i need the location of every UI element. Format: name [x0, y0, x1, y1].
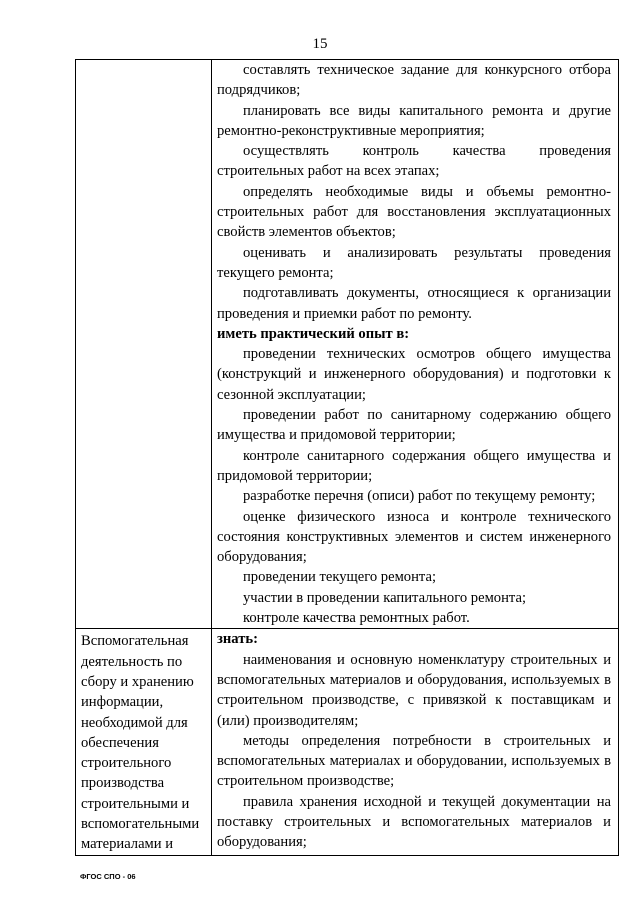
activity-line: необходимой для [81, 714, 188, 731]
experience-paragraph: оценке физического износа и контроле технического состояния конструктивных элементов и систем инженерного оборудования; [217, 508, 611, 566]
activity-line: вспомогательными [81, 815, 200, 832]
activity-line: сбору и хранению [81, 673, 194, 690]
activity-line: материалами и [81, 836, 174, 853]
experience-paragraph: контроле качества ремонтных работ. [243, 610, 470, 627]
standard-table [75, 59, 619, 856]
activity-line: деятельность по [81, 653, 183, 670]
activity-line: Вспомогательная [81, 633, 189, 650]
experience-paragraph: контроле санитарного содержания общего имущества и придомовой территории; [217, 447, 611, 484]
experience-paragraph: участии в проведении капитального ремонта; [243, 589, 527, 606]
experience-paragraph: проведении технических осмотров общего имущества (конструкций и инженерного оборудования) и подготовки к сезонной эксплуатации; [217, 346, 611, 403]
section-heading: знать: [217, 631, 258, 648]
page-number: 15 [312, 36, 328, 52]
table-row [76, 629, 619, 855]
requirements-cell [212, 60, 619, 629]
skill-paragraph: подготавливать документы, относящиеся к организации проведения и приемки работ по ремонту. [217, 285, 611, 322]
knowledge-paragraph: правила хранения исходной и текущей документации на поставку строительных и вспомогательных материалов и оборудования; [217, 793, 611, 851]
activity-line: информации, [81, 694, 164, 711]
table-row [76, 60, 619, 629]
skill-paragraph: составлять техническое задание для конкурсного отбора подрядчиков; [217, 62, 611, 99]
footer-code: ФГОС СПО - 06 [80, 872, 136, 881]
activity-cell-empty [76, 60, 212, 629]
section-heading: иметь практический опыт в: [217, 325, 410, 342]
knowledge-paragraph: наименования и основную номенклатуру строительных и вспомогательных материалов и оборудования, используемых в строительном производстве, с привязкой к поставщикам и (или) производителям; [217, 651, 611, 729]
skill-paragraph: планировать все виды капитального ремонта и другие ремонтно-реконструктивные мероприятия; [217, 102, 611, 139]
activity-cell [76, 629, 212, 855]
activity-line: строительного [81, 755, 172, 772]
knowledge-cell [212, 629, 619, 855]
knowledge-paragraph: методы определения потребности в строительных и вспомогательных материалах и оборудовании, используемых в строительном производстве; [217, 732, 611, 790]
skill-paragraph: осуществлять контроль качества проведения строительных работ на всех этапах; [217, 143, 611, 180]
requirements-text [212, 60, 618, 628]
activity-line: производства [81, 775, 165, 792]
skill-paragraph: оценивать и анализировать результаты проведения текущего ремонта; [217, 244, 611, 281]
activity-name [76, 629, 211, 854]
knowledge-text [212, 629, 618, 852]
activity-line: строительными и [81, 795, 190, 812]
activity-line: обеспечения [81, 734, 159, 751]
experience-paragraph: проведении текущего ремонта; [243, 569, 436, 586]
skill-paragraph: определять необходимые виды и объемы ремонтно-строительных работ для восстановления эксплуатационных свойств элементов объектов; [217, 183, 611, 241]
experience-paragraph: проведении работ по санитарному содержанию общего имущества и придомовой территории; [217, 407, 611, 444]
experience-paragraph: разработке перечня (описи) работ по текущему ремонту; [243, 488, 596, 505]
